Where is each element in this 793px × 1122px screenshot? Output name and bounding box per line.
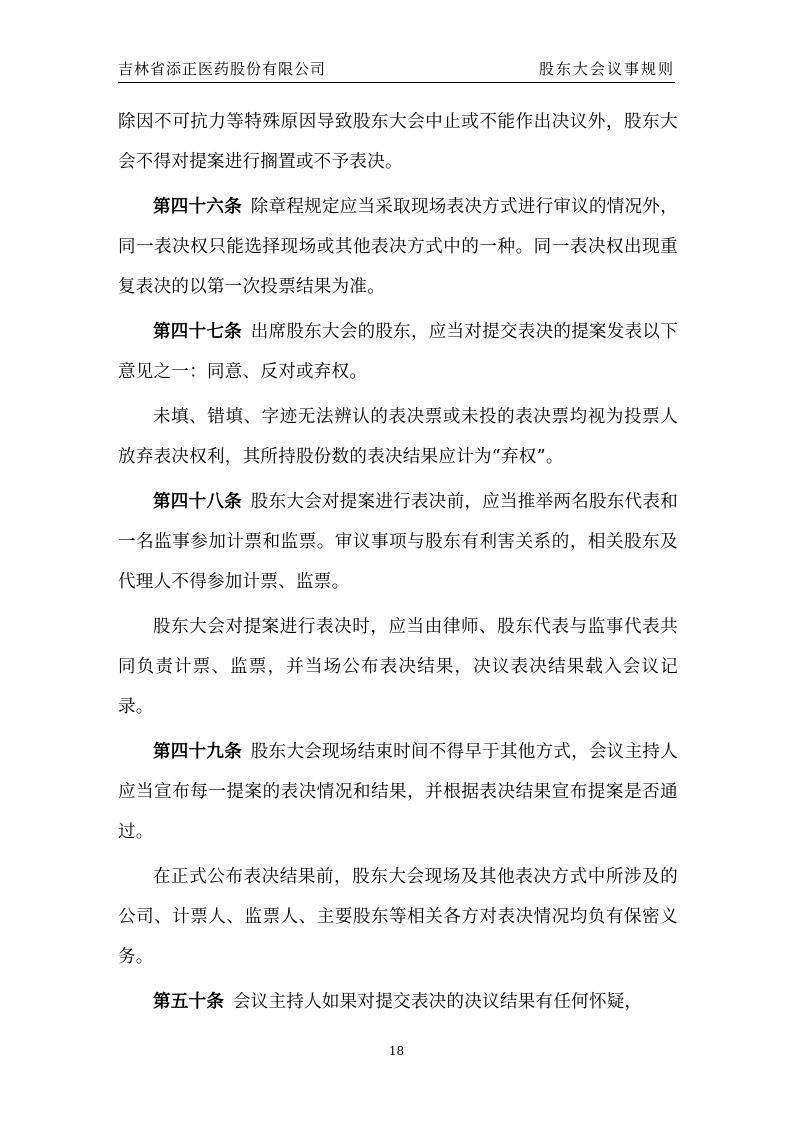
paragraph-text: 出席股东大会的股东，应当对提交表决的提案发表以下意见之一：同意、反对或弃权。	[118, 322, 679, 382]
header-company-name: 吉林省添正医药股份有限公司	[118, 60, 327, 78]
paragraph	[118, 607, 678, 727]
article-50	[118, 982, 678, 1022]
article-49	[118, 732, 678, 852]
article-number: 第四十六条	[153, 197, 243, 217]
article-number: 第五十条	[153, 992, 225, 1012]
paragraph-continuation	[118, 102, 678, 182]
article-number: 第四十八条	[153, 492, 243, 512]
paragraph-text: 未填、错填、字迹无法辨认的表决票或未投的表决票均视为投票人放弃表决权利，其所持股份数的表决结果应计为“弃权”。	[118, 407, 678, 467]
article-46	[118, 187, 678, 307]
paragraph-text: 除章程规定应当采取现场表决方式进行审议的情况外，同一表决权只能选择现场或其他表决方式中的一种。同一表决权出现重复表决的以第一次投票结果为准。	[118, 197, 679, 297]
article-number: 第四十九条	[153, 742, 243, 762]
document-body	[118, 102, 678, 1027]
article-48	[118, 482, 678, 602]
page-number: 18	[388, 1044, 405, 1058]
paragraph-text: 股东大会对提案进行表决时，应当由律师、股东代表与监事代表共同负责计票、监票，并当场公布表决结果，决议表决结果载入会议记录。	[118, 617, 678, 717]
paragraph	[118, 857, 678, 977]
paragraph-text: 除因不可抗力等特殊原因导致股东大会中止或不能作出决议外，股东大会不得对提案进行搁置或不予表决。	[118, 112, 678, 172]
article-47	[118, 312, 678, 392]
paragraph-text: 在正式公布表决结果前，股东大会现场及其他表决方式中所涉及的公司、计票人、监票人、主要股东等相关各方对表决情况均负有保密义务。	[118, 867, 678, 967]
article-number: 第四十七条	[153, 322, 243, 342]
header-document-title: 股东大会议事规则	[538, 60, 675, 78]
page-header	[118, 58, 675, 83]
paragraph	[118, 397, 678, 477]
paragraph-text: 会议主持人如果对提交表决的决议结果有任何怀疑，	[232, 992, 643, 1012]
paragraph-text: 股东大会对提案进行表决前，应当推举两名股东代表和一名监事参加计票和监票。审议事项与股东有利害关系的，相关股东及代理人不得参加计票、监票。	[118, 492, 679, 592]
paragraph-text: 股东大会现场结束时间不得早于其他方式，会议主持人应当宣布每一提案的表决情况和结果，并根据表决结果宣布提案是否通过。	[118, 742, 679, 842]
